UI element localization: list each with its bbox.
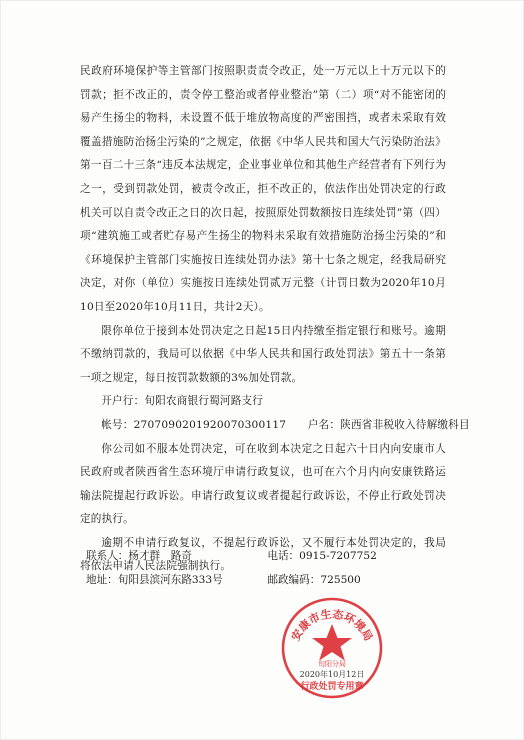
contact-row-1 (86, 548, 377, 563)
paragraph-enforcement: 逾期不申请行政复议，不提起行政诉讼，又不履行本处罚决定的，我局将依法申请人民法院强制执行。 (80, 536, 446, 573)
paragraph-payment-deadline: 限你单位于接到本处罚决定之日起15日内持缴至指定银行和账号。逾期不缴纳罚款的，我局可以依据《中华人民共和国行政处罚法》第五十一条第一项之规定，每日按罚款数额的3%加处罚款。 (80, 324, 446, 384)
contact-postcode: 邮政编码：725500 (267, 574, 361, 586)
official-seal-stamp (280, 596, 384, 700)
contact-person: 联系人：杨才群 路奇 (86, 550, 192, 562)
svg-text:行政处罚专用章: 行政处罚专用章 (300, 682, 364, 692)
contact-address: 地址：旬阳县滨河东路333号 (86, 574, 223, 586)
svg-text:2020年10月12日: 2020年10月12日 (299, 670, 365, 679)
svg-text:旬阳分局: 旬阳分局 (318, 660, 346, 668)
paragraph-penalty-basis: 民政府环境保护等主管部门按照职责责令改正，处一万元以上十万元以下的罚款；拒不改正的，责令停工整治或者停业整治”第（二）项“对不能密闭的易产生扬尘的物料，未设置不低于堆放物高度的严密围挡，或者未采取有效覆盖措施防治扬尘污染的”之规定，依据《中华人民共和国大气污染防治法》第一百二十三条“违反本法规定，企业事业单位和其他生产经营者有下列行为之一，受到罚款处罚，被责令改正，拒不改正的，依法作出处罚决定的行政机关可以自责令改正之日的次日起，按照原处罚数额按日连续处罚”第（四）项“建筑施工或者贮存易产生扬尘的物料未采取有效措施防治扬尘污染的”和《环境保护主管部门实施按日连续处罚办法》第十七条之规定，经我局研究决定，对你（单位）实施按日连续处罚贰万元整（计罚日数为2020年10月10日至2020年10月11日，共计2天）。 (80, 65, 446, 313)
paragraph-appeal-rights: 你公司如不服本处罚决定，可在收到本决定之日起六十日内向安康市人民政府或者陕西省生态环境厅申请行政复议，也可在六个月内向安康铁路运输法院提起行政诉讼。申请行政复议或者提起行政诉讼，不停止行政处罚决定的执行。 (80, 442, 446, 526)
paragraph-bank: 开户行：旬阳农商银行蜀河路支行 (101, 395, 264, 408)
contact-phone: 电话：0915-7207752 (267, 550, 377, 562)
contact-row-2 (86, 572, 361, 587)
document-body (80, 60, 470, 579)
seal-star-icon (312, 624, 352, 661)
svg-text:安康市生态环境局: 安康市生态环境局 (288, 607, 376, 644)
paragraph-account: 帐号：2707090201920070300117 户名：陕西省非税收入待解缴科目 (101, 418, 470, 431)
